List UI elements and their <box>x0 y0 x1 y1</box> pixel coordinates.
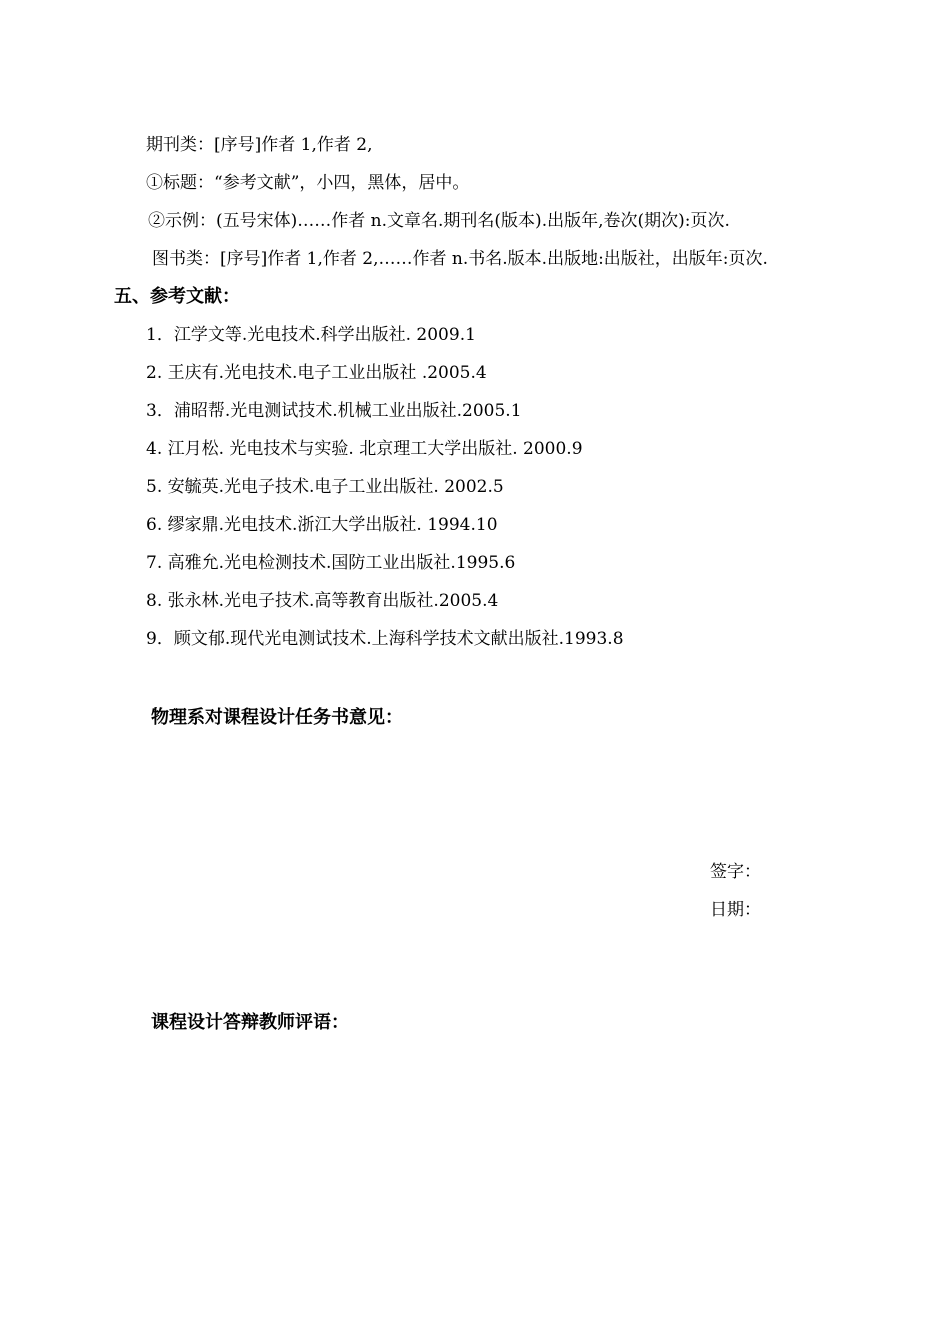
book-format-line: 图书类：[序号]作者 1,作者 2,……作者 n.书名.版本.出版地:出版社，出版年:页次. <box>152 249 768 269</box>
example-line: ②示例：(五号宋体)……作者 n.文章名.期刊名(版本).出版年,卷次(期次):页次. <box>148 211 730 231</box>
signature-label: 签字： <box>710 862 761 882</box>
reference-item: 4. 江月松. 光电技术与实验. 北京理工大学出版社. 2000.9 <box>146 439 583 459</box>
reference-item: 9．顾文郁.现代光电测试技术.上海科学技术文献出版社.1993.8 <box>146 629 624 649</box>
reference-list <box>146 324 624 666</box>
reference-item: 5. 安毓英.光电子技术.电子工业出版社. 2002.5 <box>146 477 504 497</box>
references-heading: 五、参考文献： <box>114 286 240 307</box>
journal-format-line: 期刊类：[序号]作者 1,作者 2, <box>146 135 373 155</box>
department-opinion-heading: 物理系对课程设计任务书意见： <box>151 707 403 728</box>
reference-item: 1．江学文等.光电技术.科学出版社. 2009.1 <box>146 325 476 345</box>
reference-item: 6. 缪家鼎.光电技术.浙江大学出版社. 1994.10 <box>146 515 498 535</box>
date-label: 日期： <box>710 900 761 920</box>
defense-comments-heading: 课程设计答辩教师评语： <box>151 1012 349 1033</box>
reference-item: 7. 高雅允.光电检测技术.国防工业出版社.1995.6 <box>146 553 516 573</box>
reference-item: 2. 王庆有.光电技术.电子工业出版社 .2005.4 <box>146 363 487 383</box>
reference-item: 8. 张永林.光电子技术.高等教育出版社.2005.4 <box>146 591 499 611</box>
reference-item: 3．浦昭帮.光电测试技术.机械工业出版社.2005.1 <box>146 401 522 421</box>
title-rule-line: ①标题：“参考文献”，小四，黑体，居中。 <box>146 173 470 193</box>
